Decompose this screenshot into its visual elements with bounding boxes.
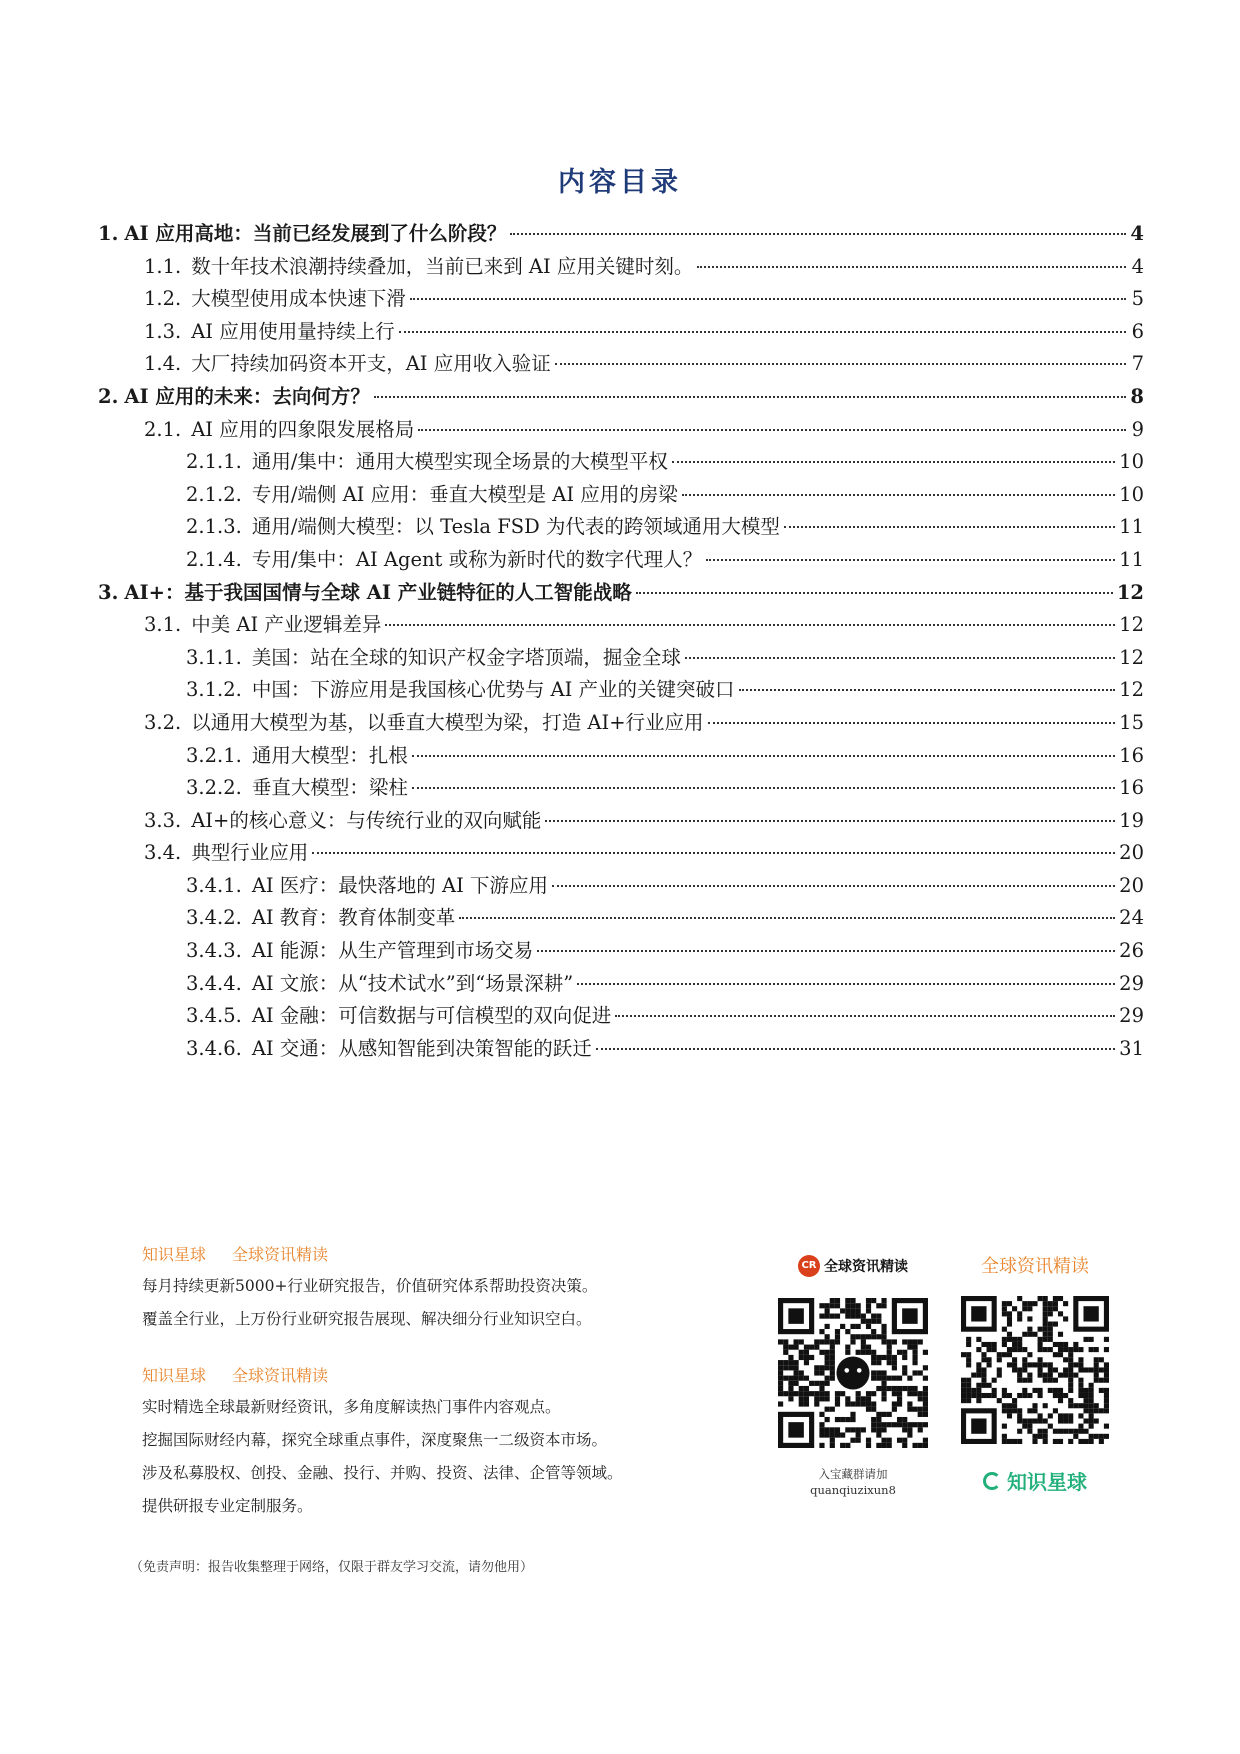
toc-entry-title: 美国：站在全球的知识产权金字塔顶端，掘金全球: [251, 645, 681, 669]
toc-entry-page: 31: [1119, 1036, 1144, 1060]
toc-leader-dots: [412, 787, 1115, 789]
toc-entry-page: 4: [1131, 254, 1144, 278]
qr-caption-id: quanqiuzixun8: [810, 1483, 896, 1497]
toc-entry[interactable]: [98, 446, 1144, 479]
toc-entry-number: 3.4.5.: [186, 1004, 242, 1028]
toc-entry-title: 中国：下游应用是我国核心优势与 AI 产业的关键突破口: [251, 678, 735, 702]
qr-right-title: 全球资讯精读: [981, 1256, 1089, 1277]
toc-entry-page: 11: [1119, 515, 1144, 539]
toc-entry-page: 20: [1119, 841, 1144, 865]
toc-entry-number: 3.3.: [144, 808, 182, 832]
toc-entry[interactable]: [98, 348, 1144, 381]
toc-entry-title: 以通用大模型为基，以垂直大模型为梁，打造 AI+行业应用: [191, 710, 704, 734]
toc-entry-title: AI 金融：可信数据与可信模型的双向促进: [251, 1004, 612, 1028]
zsxq-logo-icon: [983, 1472, 1001, 1490]
toc-entry[interactable]: [98, 935, 1144, 968]
toc-entry[interactable]: [98, 707, 1144, 740]
toc-entry-page: 6: [1131, 319, 1144, 343]
toc-entry-page: 20: [1119, 873, 1144, 897]
toc-entry-page: 8: [1130, 384, 1144, 408]
promo-line: 每月持续更新5000+行业研究报告，价值研究体系帮助投资决策。: [142, 1277, 598, 1295]
toc-leader-dots: [510, 233, 1126, 235]
toc-title: 内容目录: [558, 167, 682, 198]
cr-logo-icon: CR: [798, 1255, 820, 1277]
toc-entry-number: 2.: [98, 384, 119, 408]
toc-entry[interactable]: [98, 414, 1144, 447]
toc-entry[interactable]: [98, 381, 1144, 414]
toc-leader-dots: [312, 852, 1115, 854]
toc-entry[interactable]: [98, 968, 1144, 1001]
toc-entry-number: 3.4.6.: [186, 1036, 242, 1060]
toc-entry[interactable]: [98, 218, 1144, 251]
promo-head-qqzx: 全球资讯精读: [232, 1245, 329, 1264]
toc-entry-page: 7: [1131, 352, 1144, 376]
toc-entry[interactable]: [98, 577, 1144, 610]
toc-entry-number: 3.4.: [144, 841, 182, 865]
toc-leader-dots: [672, 461, 1115, 463]
promo-section: [142, 1240, 762, 1523]
toc-leader-dots: [682, 494, 1115, 496]
toc-entry-page: 12: [1119, 613, 1144, 637]
toc-entry-number: 1.3.: [144, 319, 182, 343]
toc-entry[interactable]: [98, 642, 1144, 675]
toc-leader-dots: [410, 298, 1126, 300]
toc-entry-number: 1.4.: [144, 352, 182, 376]
toc-entry-title: AI 应用的未来：去向何方？: [124, 384, 370, 408]
toc-leader-dots: [577, 983, 1115, 985]
toc-entry-page: 26: [1119, 939, 1144, 963]
toc-entry-number: 3.1.: [144, 613, 182, 637]
toc-entry-number: 3.4.3.: [186, 939, 242, 963]
toc-entry-title: 通用/端侧大模型：以 Tesla FSD 为代表的跨领域通用大模型: [251, 515, 780, 539]
toc-leader-dots: [418, 429, 1126, 431]
toc-entry-title: AI 教育：教育体制变革: [251, 906, 456, 930]
toc-entry-number: 2.1.2.: [186, 482, 242, 506]
toc-entry-number: 3.2.2.: [186, 776, 242, 800]
toc-entry[interactable]: [98, 902, 1144, 935]
toc-entry-page: 19: [1119, 808, 1144, 832]
toc-entry-number: 1.2.: [144, 287, 182, 311]
toc-entry-number: 3.1.2.: [186, 678, 242, 702]
toc-entry-page: 24: [1119, 906, 1144, 930]
toc-entry[interactable]: [98, 772, 1144, 805]
toc-entry[interactable]: [98, 609, 1144, 642]
toc-leader-dots: [399, 331, 1126, 333]
toc-entry-page: 29: [1119, 1004, 1144, 1028]
toc-entry[interactable]: [98, 511, 1144, 544]
toc-entry-page: 16: [1119, 743, 1144, 767]
toc-entry-title: 通用大模型：扎根: [251, 743, 408, 767]
toc-entry-page: 15: [1119, 710, 1144, 734]
toc-leader-dots: [615, 1015, 1115, 1017]
promo-line: 挖掘国际财经内幕，探究全球重点事件，深度聚焦一二级资本市场。: [142, 1431, 608, 1449]
toc-entry-title: AI 应用的四象限发展格局: [191, 417, 415, 441]
toc-entry[interactable]: [98, 479, 1144, 512]
toc-leader-dots: [739, 689, 1116, 691]
toc-leader-dots: [708, 722, 1116, 724]
toc-leader-dots: [784, 526, 1115, 528]
toc-entry-page: 9: [1131, 417, 1144, 441]
promo-head-qqzx: 全球资讯精读: [232, 1366, 329, 1385]
promo-line: 涉及私募股权、创投、金融、投行、并购、投资、法律、企管等领域。: [142, 1464, 623, 1482]
toc-entry[interactable]: [98, 316, 1144, 349]
toc-entry-page: 10: [1119, 482, 1144, 506]
toc-entry[interactable]: [98, 805, 1144, 838]
toc-entry-number: 3.4.4.: [186, 971, 242, 995]
toc-leader-dots: [706, 559, 1115, 561]
toc-entry-number: 1.1.: [144, 254, 182, 278]
disclaimer: （免责声明：报告收集整理于网络，仅限于群友学习交流，请勿他用）: [130, 1560, 534, 1575]
zsxq-brand: [955, 1466, 1115, 1495]
toc-entry-title: 专用/集中：AI Agent 或称为新时代的数字代理人？: [251, 547, 703, 571]
toc-entry-title: 典型行业应用: [191, 841, 309, 865]
toc-entry-number: 2.1.1.: [186, 450, 242, 474]
toc-entry-title: AI+：基于我国国情与全球 AI 产业链特征的人工智能战略: [124, 580, 632, 604]
toc-entry-title: AI 文旅：从“技术试水”到“场景深耕”: [251, 971, 574, 995]
toc-entry-page: 16: [1119, 776, 1144, 800]
toc-entry-title: AI+的核心意义：与传统行业的双向赋能: [191, 808, 542, 832]
promo-head-zsxq: 知识星球: [142, 1245, 207, 1264]
promo-block2-head: [142, 1361, 762, 1391]
toc-leader-dots: [697, 266, 1126, 268]
toc-leader-dots: [545, 820, 1115, 822]
promo-line: 提供研报专业定制服务。: [142, 1497, 313, 1515]
toc-entry[interactable]: [98, 1033, 1144, 1066]
toc-entry-title: 中美 AI 产业逻辑差异: [191, 613, 382, 637]
toc-entry[interactable]: [98, 837, 1144, 870]
promo-block1-head: [142, 1240, 762, 1270]
toc-leader-dots: [459, 917, 1115, 919]
toc-entry[interactable]: [98, 251, 1144, 284]
toc-entry-number: 2.1.: [144, 417, 182, 441]
toc-leader-dots: [537, 950, 1115, 952]
toc-entry[interactable]: [98, 740, 1144, 773]
toc-leader-dots: [385, 624, 1115, 626]
toc-leader-dots: [552, 885, 1115, 887]
toc-entry-number: 1.: [98, 222, 119, 245]
toc-entry-title: 大模型使用成本快速下滑: [191, 287, 406, 311]
zsxq-qr-code-icon[interactable]: [961, 1296, 1109, 1444]
wechat-qr-panel: [778, 1252, 928, 1498]
qr-caption-line: 入宝藏群请加: [818, 1467, 888, 1481]
toc-entry-title: 垂直大模型：梁柱: [251, 776, 408, 800]
toc-entry-page: 12: [1119, 678, 1144, 702]
zsxq-brand-text: 知识星球: [1007, 1470, 1087, 1494]
toc-entry-page: 5: [1131, 287, 1144, 311]
toc-entry-page: 4: [1130, 222, 1144, 245]
toc-entry[interactable]: [98, 1000, 1144, 1033]
toc-entry-title: AI 应用使用量持续上行: [191, 319, 395, 343]
toc-leader-dots: [636, 592, 1113, 594]
toc-entry-title: AI 交通：从感知智能到决策智能的跃迁: [251, 1036, 592, 1060]
toc-entry-page: 10: [1119, 450, 1144, 474]
toc-entry-number: 3.: [98, 580, 119, 604]
toc-entry-page: 12: [1116, 580, 1144, 604]
toc-entry-number: 3.2.: [144, 710, 182, 734]
toc-entry-number: 3.4.1.: [186, 873, 242, 897]
zsxq-qr-panel: [955, 1252, 1115, 1495]
toc-leader-dots: [555, 363, 1126, 365]
toc-entry-title: AI 应用高地：当前已经发展到了什么阶段？: [124, 222, 507, 245]
toc-entry[interactable]: [98, 544, 1144, 577]
toc-entry-number: 2.1.3.: [186, 515, 242, 539]
brand-logo-text: 全球资讯精读: [824, 1259, 908, 1275]
toc-entry-page: 11: [1119, 547, 1144, 571]
toc-entry[interactable]: [98, 870, 1144, 903]
toc-entry-page: 12: [1119, 645, 1144, 669]
promo-head-zsxq: 知识星球: [142, 1366, 207, 1385]
toc-entry-title: 大厂持续加码资本开支，AI 应用收入验证: [191, 352, 551, 376]
toc-entry-number: 3.1.1.: [186, 645, 242, 669]
toc-leader-dots: [374, 396, 1126, 398]
toc-entry-title: 通用/集中：通用大模型实现全场景的大模型平权: [251, 450, 668, 474]
toc-entry-title: AI 医疗：最快落地的 AI 下游应用: [251, 873, 548, 897]
toc-entry-number: 3.4.2.: [186, 906, 242, 930]
toc-leader-dots: [596, 1048, 1115, 1050]
qr-caption: [778, 1466, 928, 1498]
toc-entry-number: 2.1.4.: [186, 547, 242, 571]
toc-leader-dots: [412, 755, 1115, 757]
promo-line: 覆盖全行业，上万份行业研究报告展现、解决细分行业知识空白。: [142, 1310, 592, 1328]
toc-entry[interactable]: [98, 674, 1144, 707]
table-of-contents: [98, 218, 1144, 1065]
promo-line: 实时精选全球最新财经资讯，多角度解读热门事件内容观点。: [142, 1398, 561, 1416]
toc-entry-title: AI 能源：从生产管理到市场交易: [251, 939, 534, 963]
brand-logo: [778, 1252, 928, 1280]
toc-entry-page: 29: [1119, 971, 1144, 995]
toc-leader-dots: [685, 657, 1115, 659]
toc-entry[interactable]: [98, 283, 1144, 316]
wechat-qr-code-icon[interactable]: [778, 1298, 928, 1448]
toc-entry-number: 3.2.1.: [186, 743, 242, 767]
toc-entry-title: 数十年技术浪潮持续叠加，当前已来到 AI 应用关键时刻。: [191, 254, 694, 278]
toc-entry-title: 专用/端侧 AI 应用：垂直大模型是 AI 应用的房梁: [251, 482, 678, 506]
